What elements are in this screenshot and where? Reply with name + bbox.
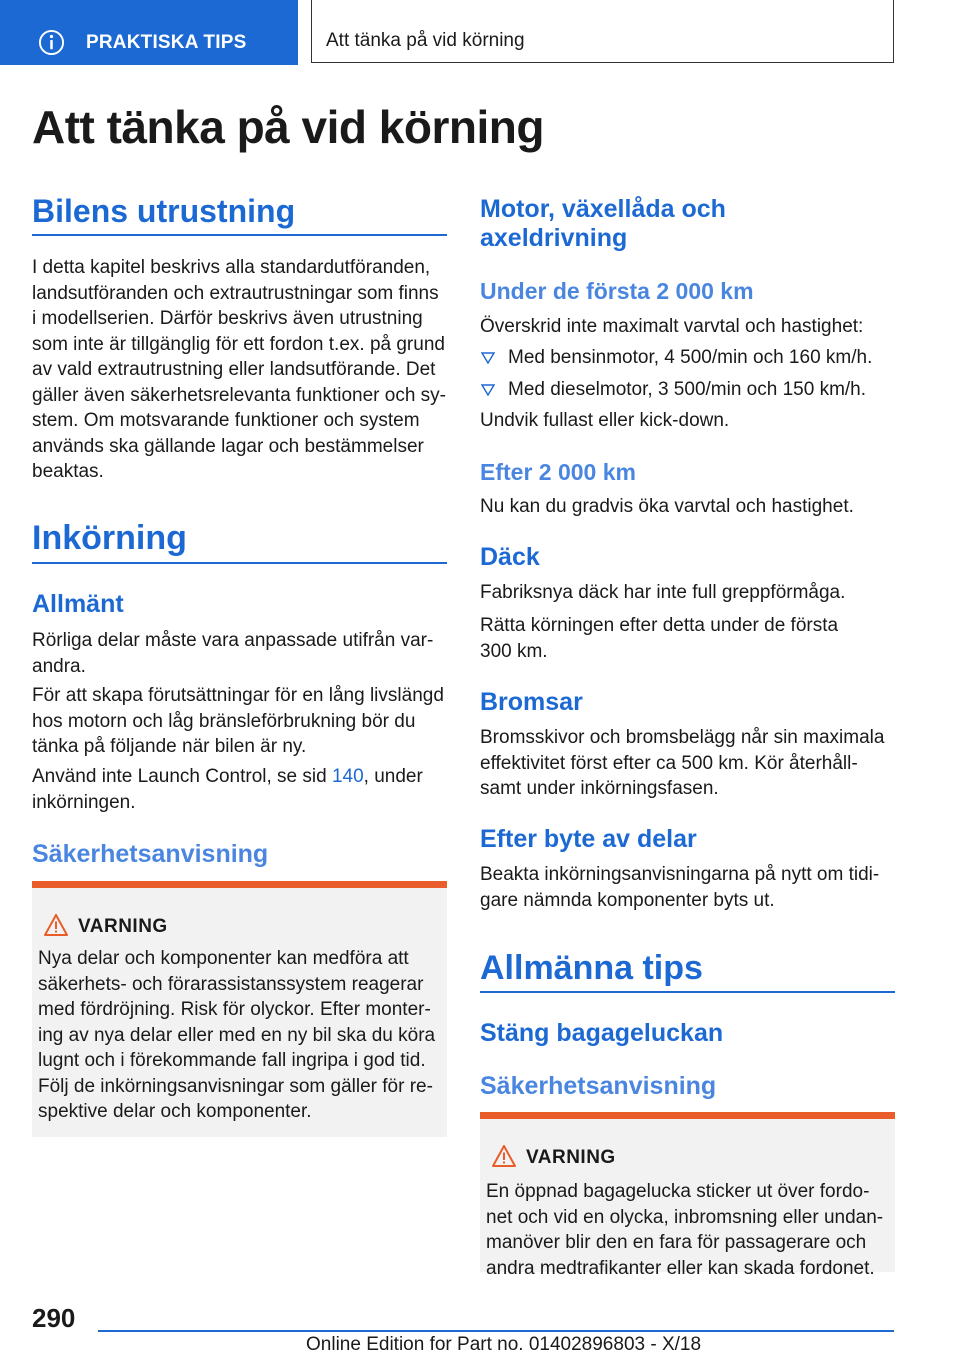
undvik-paragraph: Undvik fullast eller kick-down. — [480, 410, 730, 431]
heading-stang-bagageluckan: Stäng bagageluckan — [480, 1019, 724, 1047]
page-number: 290 — [32, 1303, 76, 1333]
info-icon — [38, 29, 65, 56]
heading-forsta-2000: Under de första 2 000 km — [480, 278, 754, 304]
dack-paragraph-2: Rätta körningen efter detta under de första 300 km. — [480, 615, 839, 662]
footer-edition-text: Online Edition for Part no. 01402896803 - X/18 — [306, 1334, 702, 1355]
triangle-bullet-icon — [481, 352, 495, 364]
allmant-paragraph-3: Använd inte Launch Control, se sid 140, under inkörningen. — [32, 766, 423, 813]
heading-bromsar: Bromsar — [480, 688, 583, 716]
forsta-paragraph: Överskrid inte maximalt varvtal och hastighet: — [480, 316, 864, 337]
warning-icon — [44, 914, 68, 936]
heading-rule — [32, 562, 447, 564]
page-title: Att tänka på vid körning — [32, 101, 544, 153]
triangle-bullet-icon — [481, 384, 495, 396]
heading-efter-byte: Efter byte av delar — [480, 825, 697, 853]
warning-text: Nya delar och komponenter kan medföra att säkerhets- och förarassistanssystem reagerar med fördröjning. Risk för olyckor. Efter monter-ing av nya delar eller med en ny bil ska du köra lugnt och i förekommande fall ingripa i god tid. Följ de inkörningsanvisningar som gäller för re-spektive delar och komponenter. — [38, 948, 436, 1122]
warning-text: En öppnad bagagelucka sticker ut över fordo-net och vid en olycka, inbromsning eller undan-manöver blir den en fara för passagerare och andra medtrafikanter eller kan skada fordonet. — [486, 1181, 884, 1279]
section-tab-label: PRAKTISKA TIPS — [86, 32, 247, 53]
warning-icon — [492, 1145, 516, 1167]
heading-allmanna-tips: Allmänna tips — [480, 949, 703, 987]
warning-box — [32, 881, 447, 1137]
allmant-paragraph-1: Rörliga delar måste vara anpassade utifrån var-andra. — [32, 630, 434, 677]
heading-sakerhetsanvisning: Säkerhetsanvisning — [32, 840, 269, 868]
heading-efter-2000: Efter 2 000 km — [480, 459, 636, 485]
heading-allmant: Allmänt — [32, 590, 124, 618]
heading-rule — [32, 234, 447, 236]
warning-label: VARNING — [526, 1147, 616, 1168]
bromsar-paragraph: Bromsskivor och bromsbelägg når sin maximala effektivitet först efter ca 500 km. Kör återhåll-samt under inkörningsfasen. — [480, 727, 885, 799]
heading-inkorning: Inkörning — [32, 519, 187, 557]
heading-bilens-utrustning: Bilens utrustning — [32, 193, 296, 229]
bilens-paragraph: I detta kapitel beskrivs alla standardutföranden, landsutföranden och extrautrustningar som finns i modellserien. Därför beskrivs även utrustning som inte är tillgänglig för ett fordon t.ex. på grund av vald extrautrustning eller landsutförande. Det gäller även säkerhetsrelevanta funktioner och sy-stem. Om motsvarande funktioner och system används ska gällande lagar och bestämmelser beaktas. — [32, 257, 447, 482]
footer-rule — [98, 1330, 894, 1332]
warning-box — [480, 1112, 895, 1279]
allmant-paragraph-2: För att skapa förutsättningar för en lång livslängd hos motorn och låg bränsleförbrukning bör du tänka på följande när bilen är ny. — [32, 685, 444, 757]
dack-paragraph-1: Fabriksnya däck har inte full greppförmåga. — [480, 582, 846, 603]
page-link-140[interactable]: 140 — [331, 766, 364, 787]
byte-paragraph: Beakta inkörningsanvisningarna på nytt om tidi-gare nämnda komponenter byts ut. — [480, 864, 880, 911]
breadcrumb-text: Att tänka på vid körning — [326, 30, 525, 51]
efter2000-paragraph: Nu kan du gradvis öka varvtal och hastighet. — [480, 496, 854, 517]
heading-dack: Däck — [480, 543, 540, 571]
heading-rule — [480, 991, 895, 993]
heading-motor: Motor, växellåda och axeldrivning — [480, 195, 726, 252]
warning-label: VARNING — [78, 916, 168, 937]
breadcrumb — [311, 0, 894, 63]
section-tab[interactable] — [0, 0, 298, 65]
heading-sakerhetsanvisning-2: Säkerhetsanvisning — [480, 1072, 717, 1100]
